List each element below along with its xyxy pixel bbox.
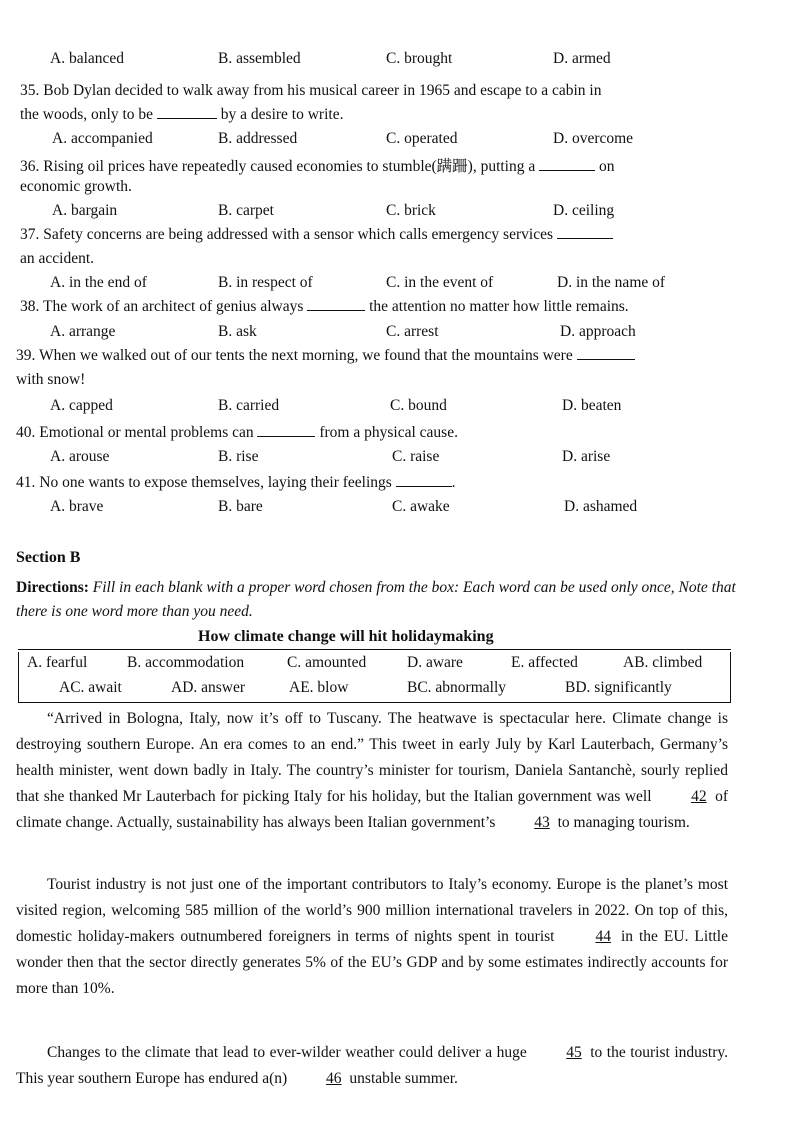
box-word-c: C. amounted [287,654,367,671]
q37-option-b: B. in respect of [218,274,313,291]
q39-option-c: C. bound [390,397,447,414]
q38-options [0,323,800,345]
box-word-ad: AD. answer [171,679,246,696]
q37-text-line1 [20,226,720,244]
q41-text-line1 [16,474,716,492]
q35-options [0,130,800,152]
box-word-ab: AB. climbed [623,654,703,671]
q41-blank [396,485,452,487]
q40-text-part1: 40. Emotional or mental problems can [16,424,254,441]
directions-text: Fill in each blank with a proper word chosen from the box: Each word can be used only once, Note that there is one word more than you need. [16,579,736,620]
paragraph-3-part1: Changes to the climate that lead to ever-wilder weather could deliver a huge [47,1044,527,1061]
paragraph-2-part1: Tourist industry is not just one of the important contributors to Italy’s economy. Europe is the planet’s most visited region, welcoming 585 million of the world’s 900 million international travelers in 2022. On top of this, domestic holiday-makers outnumbered foreigners in terms of nights spent in tourist [16,876,728,945]
q41-option-d: D. ashamed [564,498,638,515]
q39-blank [577,358,635,360]
q35-text-line1: 35. Bob Dylan decided to walk away from his musical career in 1965 and escape to a cabin in [20,82,602,99]
q37-option-d: D. in the name of [557,274,666,291]
q39-text-line2: with snow! [16,371,86,388]
word-box [18,652,731,703]
q36-text-part1: 36. Rising oil prices have repeatedly caused economies to stumble(蹒跚), putting a [20,158,536,175]
word-box-title: How climate change will hit holidaymaking [198,628,494,645]
q38-blank [307,309,365,311]
q34-option-a: A. balanced [50,50,125,67]
box-word-bc: BC. abnormally [407,679,507,696]
q36-blank [539,169,595,171]
box-word-a: A. fearful [27,654,88,671]
q40-option-a: A. arouse [50,448,110,465]
section-b-title: Section B [16,549,81,566]
blank-46: 46 [326,1070,342,1087]
box-word-ac: AC. await [59,679,122,696]
q38-text-part2: the attention no matter how little remains. [369,298,629,315]
paragraph-2-part2: in the EU. Little wonder then that the sector directly generates 5% of the EU’s GDP and by some estimates indirectly accounts for more than 10%. [16,928,728,997]
q37-text-part1: 37. Safety concerns are being addressed with a sensor which calls emergency services [20,226,553,243]
q38-option-b: B. ask [218,323,257,340]
q40-option-b: B. rise [218,448,259,465]
q37-text-line2: an accident. [20,250,95,267]
blank-42: 42 [691,788,707,805]
q34-options [0,50,800,72]
box-word-bd: BD. significantly [565,679,672,696]
q35-option-a: A. accompanied [52,130,153,147]
q38-option-c: C. arrest [386,323,439,340]
q34-option-b: B. assembled [218,50,301,67]
q36-option-b: B. carpet [218,202,274,219]
q40-text-part2: from a physical cause. [319,424,458,441]
q35-text-line2 [20,106,720,124]
q40-blank [257,435,315,437]
box-word-d: D. aware [407,654,463,671]
q36-text-part2: on [599,158,615,175]
q37-option-a: A. in the end of [50,274,147,291]
q36-option-d: D. ceiling [553,202,615,219]
q39-text-line1 [16,347,716,365]
q36-option-c: C. brick [386,202,436,219]
passage-paragraph-1 [16,706,728,836]
q39-option-d: D. beaten [562,397,622,414]
q34-option-c: C. brought [386,50,453,67]
word-box-top-rule [18,649,731,650]
passage-paragraph-3 [16,1040,728,1092]
q38-text-part1: 38. The work of an architect of genius always [20,298,304,315]
q35-option-b: B. addressed [218,130,298,147]
box-word-b: B. accommodation [127,654,245,671]
box-word-ae: AE. blow [289,679,349,696]
q36-option-a: A. bargain [52,202,118,219]
q39-text-part1: 39. When we walked out of our tents the next morning, we found that the mountains were [16,347,573,364]
q40-option-d: D. arise [562,448,611,465]
q37-options [0,274,800,296]
blank-45: 45 [566,1044,582,1061]
q38-option-a: A. arrange [50,323,116,340]
q38-text-line1 [20,298,720,316]
q36-text-line1 [20,154,720,176]
q37-blank [557,237,613,239]
q41-text-part1: 41. No one wants to expose themselves, laying their feelings [16,474,392,491]
q40-option-c: C. raise [392,448,440,465]
section-b-directions [16,576,756,624]
passage-paragraph-2 [16,872,728,1002]
q41-option-c: C. awake [392,498,450,515]
q35-text-part2: by a desire to write. [220,106,344,123]
q35-option-c: C. operated [386,130,458,147]
paragraph-3-part3: unstable summer. [349,1070,458,1087]
q41-options [0,498,800,520]
q41-text-part2: . [451,474,456,491]
q35-blank [157,117,217,119]
q37-option-c: C. in the event of [386,274,494,291]
q39-options [0,397,800,419]
q41-option-b: B. bare [218,498,263,515]
blank-43: 43 [534,814,550,831]
paragraph-1-part1: “Arrived in Bologna, Italy, now it’s off to Tuscany. The heatwave is spectacular here. Climate change is destroying southern Europe. An era comes to an end.” This tweet in early July by Karl Lauterbach, Germany’s health minister, went down badly in Italy. The country’s minister for tourism, Daniela Santanchè, sourly replied that she thanked Mr Lauterbach for picking Italy for his holiday, but the Italian government was well [16,710,728,805]
box-word-e: E. affected [511,654,578,671]
paragraph-1-part2: of climate change. Actually, sustainability has always been Italian government’s [16,788,729,831]
q36-text-line2: economic growth. [20,178,132,195]
q35-option-d: D. overcome [553,130,634,147]
q40-text-line1 [16,424,716,442]
q39-option-b: B. carried [218,397,280,414]
q39-option-a: A. capped [50,397,113,414]
directions-label: Directions: [16,579,89,596]
blank-44: 44 [595,928,611,945]
q38-option-d: D. approach [560,323,636,340]
paragraph-3-part2: to the tourist industry. This year southern Europe has endured a(n) [16,1044,728,1087]
paragraph-1-part3: to managing tourism. [557,814,690,831]
q35-text-part1: the woods, only to be [20,106,154,123]
q40-options [0,448,800,470]
q41-option-a: A. brave [50,498,104,515]
q34-option-d: D. armed [553,50,611,67]
q36-options [0,202,800,224]
